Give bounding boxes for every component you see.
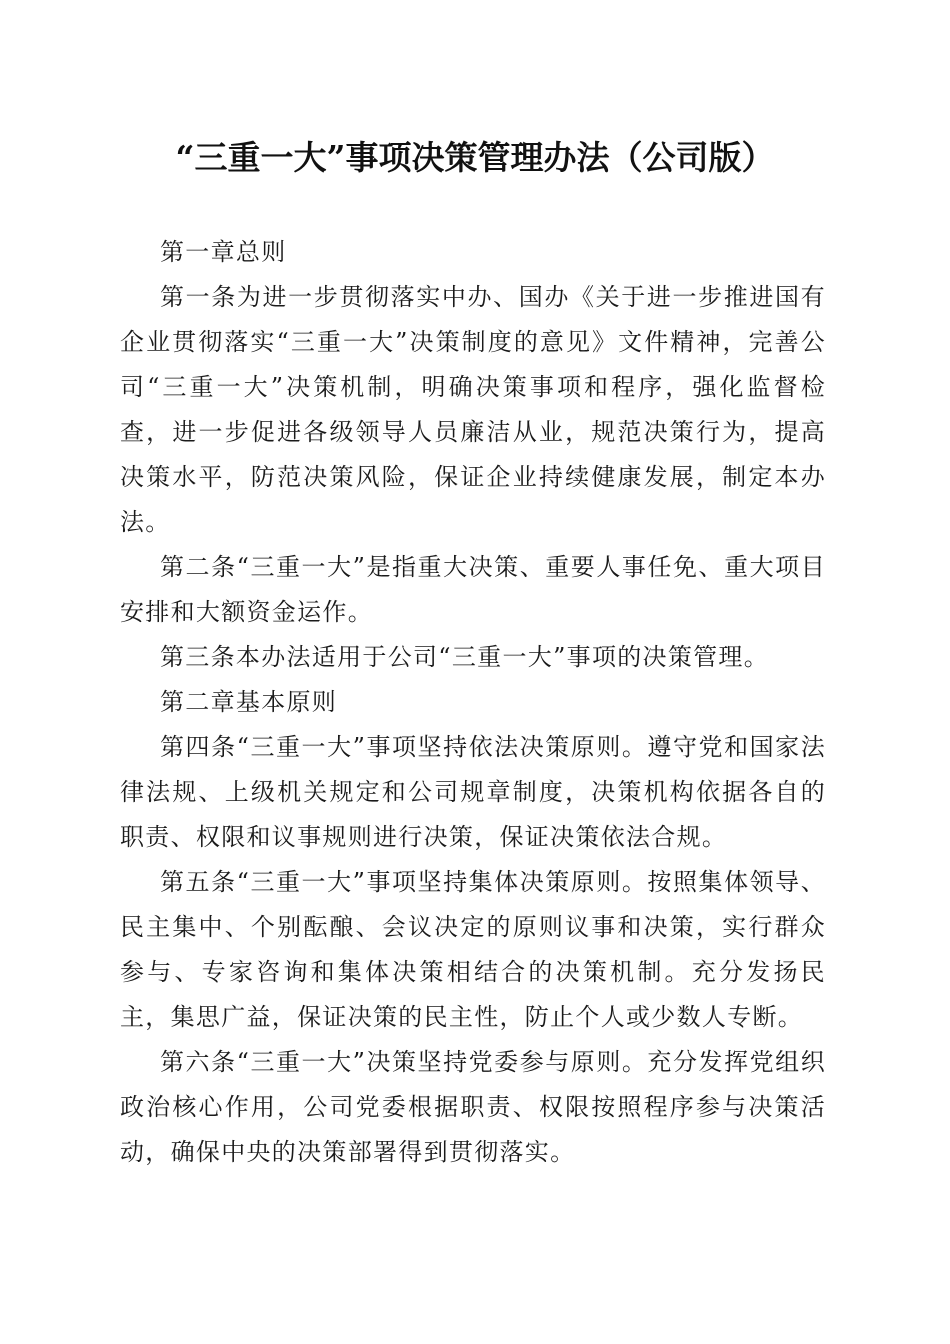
chapter-heading: 第一章总则: [160, 238, 287, 266]
article-paragraph: 第六条“三重一大”决策坚持党委参与原则。充分发挥党组织政治核心作用，公司党委根据职责、权限按照程序参与决策活动，确保中央的决策部署得到贯彻落实。: [120, 1048, 826, 1166]
document-title: “三重一大”事项决策管理办法（公司版）: [175, 138, 775, 177]
article-paragraph: 第一条为进一步贯彻落实中办、国办《关于进一步推进国有企业贯彻落实“三重一大”决策制度的意见》文件精神，完善公司“三重一大”决策机制，明确决策事项和程序，强化监督检查，进一步促进各级领导人员廉洁从业，规范决策行为，提高决策水平，防范决策风险，保证企业持续健康发展，制定本办法。: [120, 283, 826, 536]
article-paragraph: 第二条“三重一大”是指重大决策、重要人事任免、重大项目安排和大额资金运作。: [120, 553, 826, 626]
article-paragraph: 第四条“三重一大”事项坚持依法决策原则。遵守党和国家法律法规、上级机关规定和公司规章制度，决策机构依据各自的职责、权限和议事规则进行决策，保证决策依法合规。: [120, 733, 826, 851]
article-paragraph: 第三条本办法适用于公司“三重一大”事项的决策管理。: [160, 643, 770, 671]
document-body: [120, 230, 826, 1175]
chapter-heading: 第二章基本原则: [160, 688, 338, 716]
article-paragraph: 第五条“三重一大”事项坚持集体决策原则。按照集体领导、民主集中、个别酝酿、会议决定的原则议事和决策，实行群众参与、专家咨询和集体决策相结合的决策机制。充分发扬民主，集思广益，保证决策的民主性，防止个人或少数人专断。: [120, 868, 826, 1031]
